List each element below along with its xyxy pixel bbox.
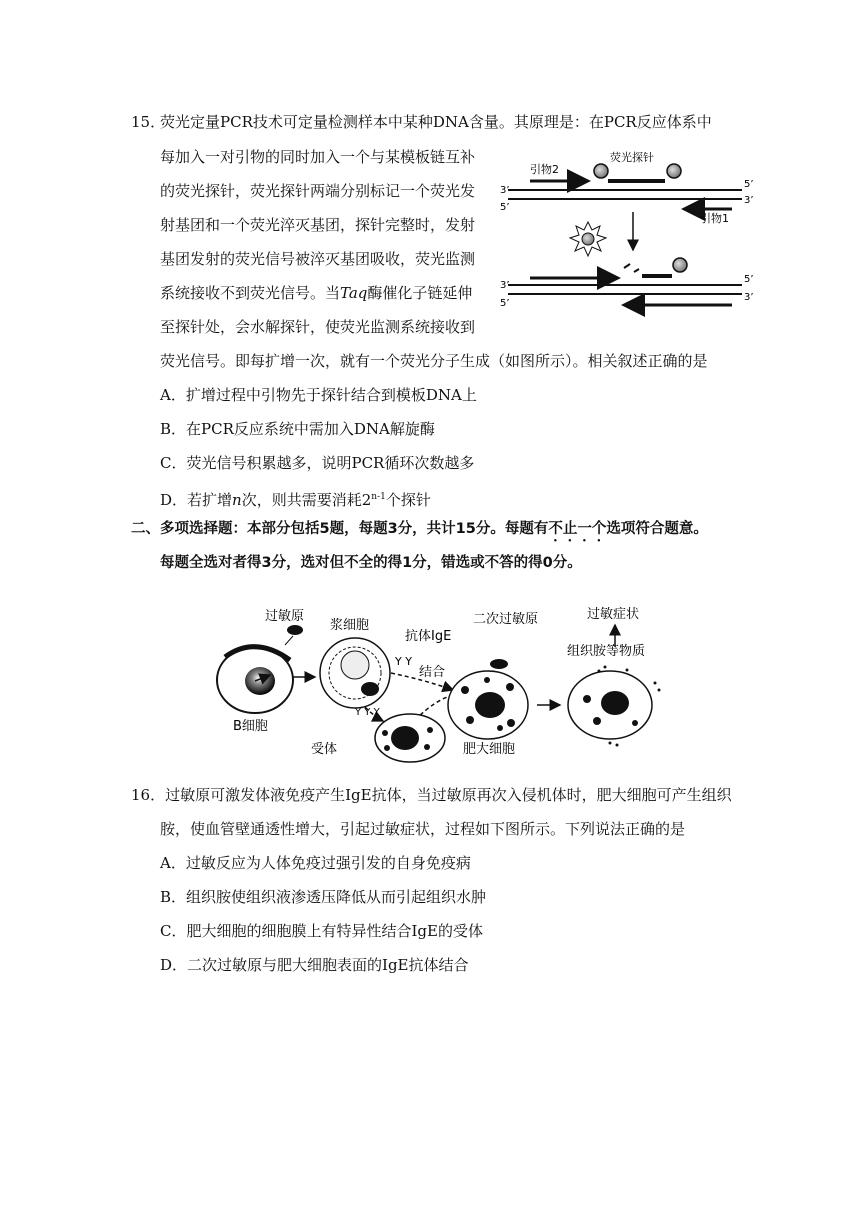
- q15-stem-line2: 每加入一对引物的同时加入一个与某模板链互补: [160, 148, 476, 166]
- label-histamine: 组织胺等物质: [567, 644, 646, 659]
- q16-stem-line2: 胺，使血管壁通透性增大，引起过敏症状，过程如下图所示。下列说法正确的是: [160, 820, 686, 838]
- reporter-ball: [667, 164, 681, 178]
- q15-stem-line1: 荧光定量PCR技术可定量检测样本中某种DNA含量。其原理是：在PCR反应体系中: [160, 113, 712, 131]
- label-antibody: 抗体IgE: [405, 629, 452, 644]
- q15-option-b: B．在PCR反应系统中需加入DNA解旋酶: [160, 420, 435, 438]
- section2-scoring: 每题全选对者得3分，选对但不全的得1分，错选或不答的得0分。: [160, 555, 582, 571]
- q15-stem-line7: 至探针处，会水解探针，使荧光监测系统接收到: [160, 318, 476, 336]
- q16-option-b: B．组织胺使组织液渗透压降低从而引起组织水肿: [160, 888, 487, 906]
- primer2-label: 引物2: [530, 163, 559, 176]
- q15-stem-line5: 基团发射的荧光信号被淬灭基团吸收，荧光监测: [160, 250, 476, 268]
- section2-heading: 二、多项选择题：本部分包括5题，每题3分，共计15分。每题有不止一个选项符合题意。: [131, 521, 708, 537]
- label-b-cell: B细胞: [233, 719, 268, 734]
- q15-option-c: C．荧光信号积累越多，说明PCR循环次数越多: [160, 454, 475, 472]
- svg-text:3’: 3’: [744, 195, 754, 206]
- svg-text:3’: 3’: [500, 185, 510, 196]
- label-symptom: 过敏症状: [587, 607, 640, 622]
- svg-text:5’: 5’: [500, 202, 510, 213]
- probe-label: 荧光探针: [610, 151, 654, 164]
- q16-option-c: C．肥大细胞的细胞膜上有特异性结合IgE的受体: [160, 922, 483, 940]
- svg-text:Y Y Y: Y Y Y: [355, 707, 380, 718]
- q16-stem-line1: 16．过敏原可激发体液免疫产生IgE抗体，当过敏原再次入侵机体时，肥大细胞可产生组织: [131, 786, 732, 804]
- q15-stem-line4: 射基团和一个荧光淬灭基团，探针完整时，发射: [160, 216, 476, 234]
- label-bind: 结合: [419, 665, 446, 680]
- allergy-figure: [215, 595, 670, 765]
- q15-stem-line8: 荧光信号。即每扩增一次，就有一个荧光分子生成（如图所示）。相关叙述正确的是: [160, 352, 708, 370]
- svg-text:5’: 5’: [744, 274, 754, 285]
- label-second-allergen: 二次过敏原: [473, 612, 539, 627]
- label-allergen: 过敏原: [265, 609, 305, 624]
- label-receptor: 受体: [311, 742, 338, 757]
- svg-text:3’: 3’: [744, 292, 754, 303]
- svg-text:5’: 5’: [744, 179, 754, 190]
- q16-option-d: D．二次过敏原与肥大细胞表面的IgE抗体结合: [160, 956, 469, 974]
- q15-option-d: D．若扩增n次，则共需要消耗2$^{n-1}$个探针: [160, 491, 431, 509]
- q15-number: 15．: [131, 113, 166, 131]
- svg-text:Y Y: Y Y: [395, 655, 412, 668]
- label-mast-cell: 肥大细胞: [463, 742, 516, 757]
- label-plasma-cell: 浆细胞: [330, 618, 370, 633]
- quencher-ball: [594, 164, 608, 178]
- q15-option-a: A．扩增过程中引物先于探针结合到模板DNA上: [160, 386, 477, 404]
- primer1-label: 引物1: [700, 212, 729, 225]
- svg-text:5’: 5’: [500, 298, 510, 309]
- svg-text:3’: 3’: [500, 280, 510, 291]
- pcr-probe-figure: [500, 150, 770, 320]
- q15-stem-line3: 的荧光探针，荧光探针两端分别标记一个荧光发: [160, 182, 476, 200]
- q15-stem-line6: 系统接收不到荧光信号。当Taq酶催化子链延伸: [160, 284, 473, 302]
- q16-option-a: A．过敏反应为人体免疫过强引发的自身免疫病: [160, 854, 471, 872]
